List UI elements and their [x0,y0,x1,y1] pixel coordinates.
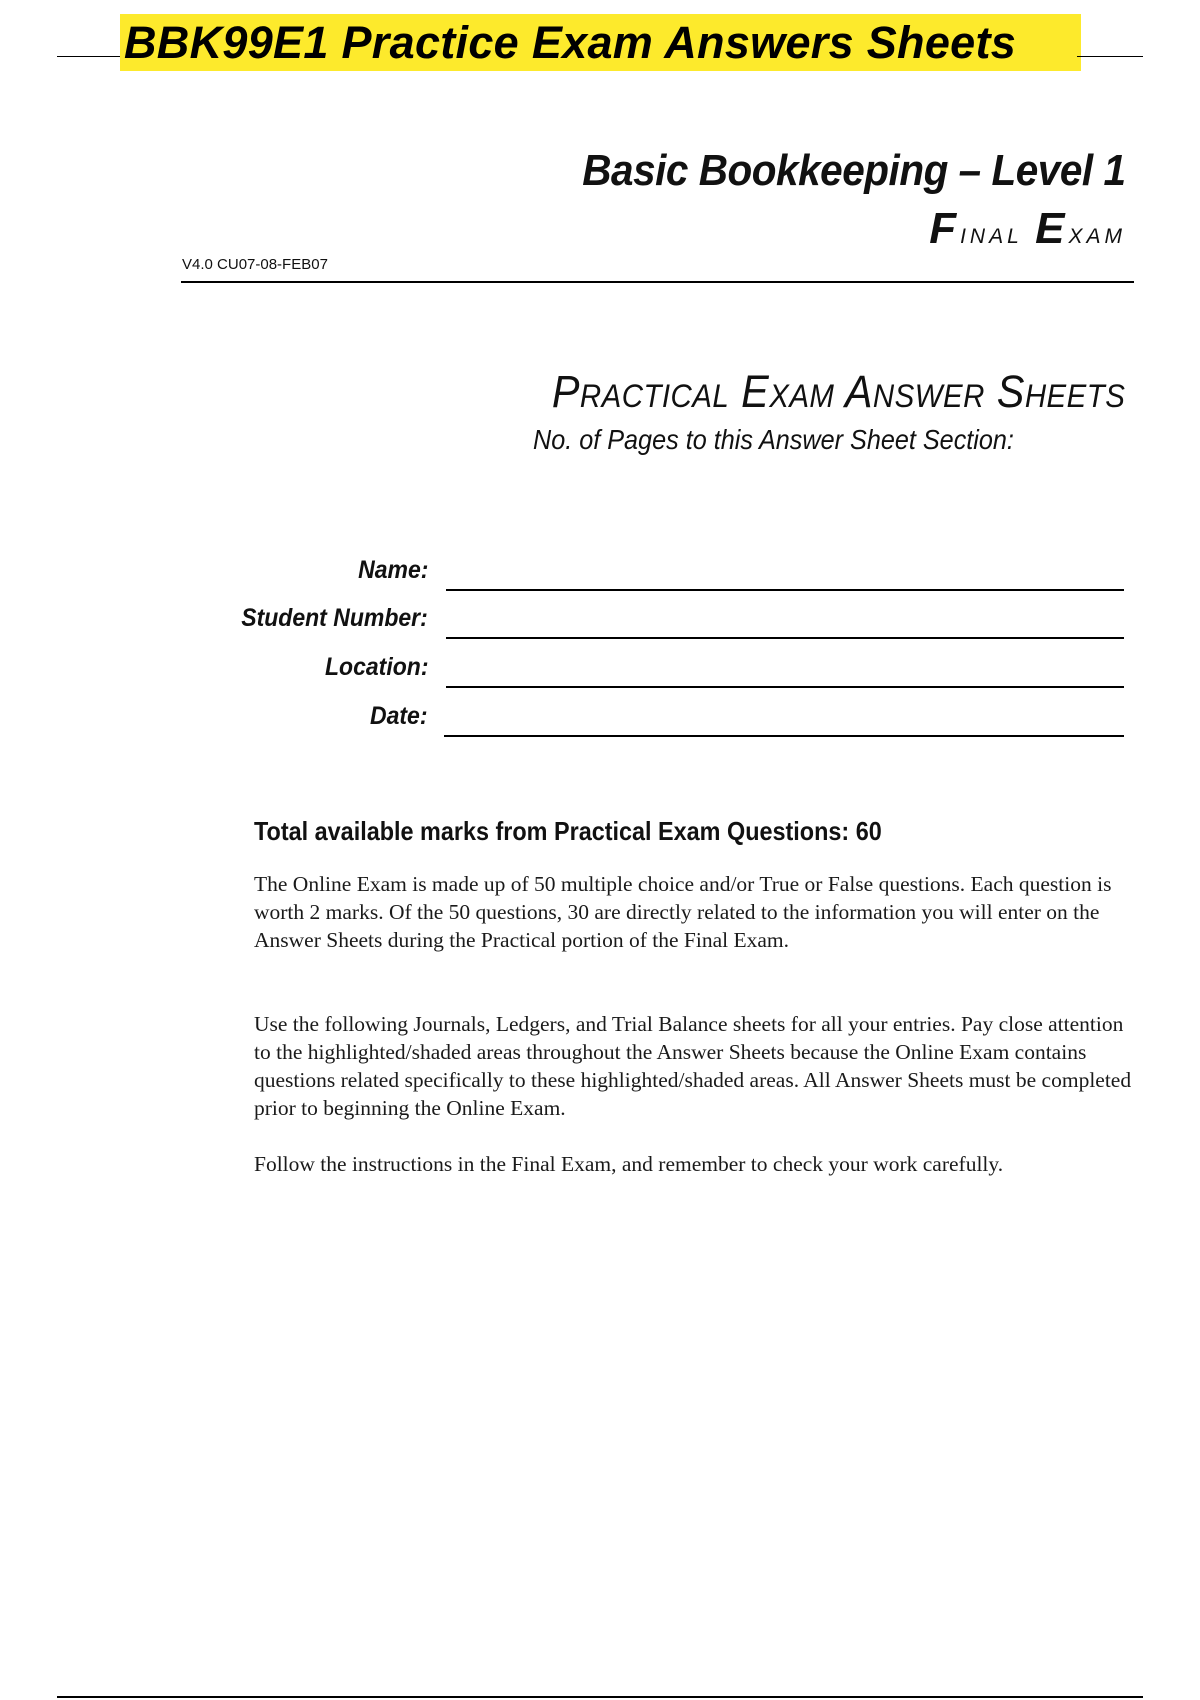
exam-type-initial-1: F [929,204,961,253]
exam-type-rest-1: inal [960,217,1023,250]
date-field[interactable] [444,705,1124,737]
pages-label: No. of Pages to this Answer Sheet Section: [533,424,1014,455]
banner-title: BBK99E1 Practice Exam Answers Sheets [124,17,1017,68]
name-field[interactable] [446,559,1124,591]
exam-type-initial-2: E [1035,204,1069,253]
date-label: Date: [370,702,428,730]
header-divider [181,281,1134,283]
banner-rule-right [1077,56,1143,57]
location-field[interactable] [446,656,1124,688]
exam-type [929,204,1126,254]
marks-heading: Total available marks from Practical Exam Questions: 60 [254,816,882,846]
student-number-label: Student Number: [241,604,428,632]
exam-type-rest-2: xam [1068,217,1126,250]
name-label: Name: [357,556,428,584]
banner-rule-left [57,56,122,57]
version-code: V4.0 CU07-08-FEB07 [182,256,328,273]
section-title: Practical Exam Answer Sheets [551,366,1125,417]
bottom-rule [57,1696,1143,1698]
paragraph-instructions: Use the following Journals, Ledgers, and Trial Balance sheets for all your entries. Pay close attention to the highlighted/shaded areas throughout the Answer Sheets because the Online Exam contains questions related specifically to these highlighted/shaded areas. All Answer Sheets must be completed prior to beginning the Online Exam. [254,1012,1132,1120]
course-title: Basic Bookkeeping – Level 1 [582,146,1126,195]
paragraph-follow: Follow the instructions in the Final Exam, and remember to check your work carefully. [254,1152,1004,1176]
student-number-field[interactable] [446,607,1124,639]
paragraph-online-exam: The Online Exam is made up of 50 multiple choice and/or True or False questions. Each question is worth 2 marks. Of the 50 questions, 30 are directly related to the information you will enter on the Answer Sheets during the Practical portion of the Final Exam. [254,872,1112,952]
location-label: Location: [324,653,428,681]
